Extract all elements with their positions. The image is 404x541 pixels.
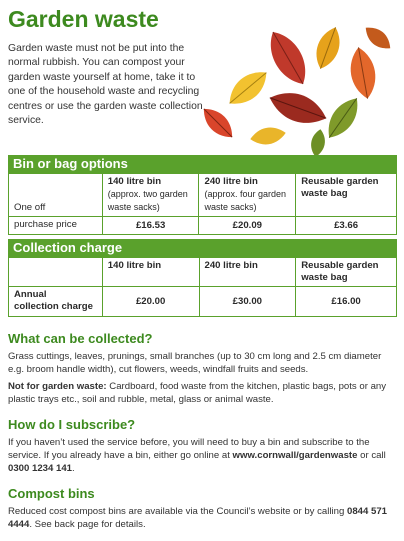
leaf-6 [321,92,366,143]
subscribe-text: If you haven’t used the service before, you will need to buy a bin and subscribe to the service. If you already have a bin, either go online at www.cornwall/gardenwaste or call 0300 1234 141. [8,437,386,474]
bin-options-col-bag: Reusable garden waste bag [296,174,397,217]
what-collected-text: Grass cuttings, leaves, prunings, small branches (up to 30 cm long and 2.5 cm diameter e.g. broom handle width), cut flowers, weeds, windfall fruits and seeds. [8,351,382,375]
price-240-collection: £30.00 [199,287,296,317]
compost-text: Reduced cost compost bins are available via the Council’s website or by calling 0844 571 4444. See back page for details. [8,506,387,530]
collection-charge-table [8,257,397,317]
price-240-purchase: £20.09 [199,217,296,235]
subscribe-phone: 0300 1234 141 [8,463,73,474]
leaf-5 [265,85,331,131]
bin-options-col-240: 240 litre bin (approx. four garden waste sacks) [199,174,296,217]
bin-options-row-label: purchase price [9,217,103,235]
page-title: Garden waste [8,6,159,32]
bin-options-table [8,173,397,235]
leaf-8 [249,125,287,148]
leaf-7 [197,102,238,143]
bin-options-row-label-top: One off [9,174,103,217]
subscribe-heading: How do I subscribe? [8,417,136,432]
collection-col-240: 240 litre bin [199,258,296,287]
collection-row-label: Annual collection charge [9,287,103,317]
collection-blank-cell [9,258,103,287]
leaf-10 [309,128,327,158]
compost-phone: 0844 571 4444 [8,506,387,530]
leaf-4 [222,64,273,112]
leaf-1 [261,25,314,90]
price-140-purchase: £16.53 [102,217,199,235]
intro-text: Garden waste must not be put into the normal rubbish. You can compost your garden waste yourself at home, take it to one of the household waste and recycling centres or use the garden waste collection service. [8,43,203,127]
bin-options-col-140: 140 litre bin (approx. two garden waste sacks) [102,174,199,217]
price-bag-collection: £16.00 [296,287,397,317]
not-garden-waste-text: Not for garden waste: Cardboard, food waste from the kitchen, plastic bags, pots or any plastic trays etc., soil and rubble, metal, glass or animal waste. [8,381,387,405]
collection-col-140: 140 litre bin [102,258,199,287]
leaf-9 [361,22,395,54]
what-collected-heading: What can be collected? [8,331,153,346]
price-bag-purchase: £3.66 [296,217,397,235]
collection-charge-heading: Collection charge [8,239,397,257]
price-140-collection: £20.00 [102,287,199,317]
autumn-leaves-illustration [178,18,400,158]
leaf-3 [347,45,380,100]
not-garden-waste-label: Not for garden waste: [8,381,107,392]
collection-col-bag: Reusable garden waste bag [296,258,397,287]
leaf-2 [311,24,346,73]
compost-heading: Compost bins [8,486,95,501]
bin-options-heading: Bin or bag options [8,155,397,173]
gardenwaste-url[interactable]: www.cornwall/gardenwaste [232,450,358,461]
